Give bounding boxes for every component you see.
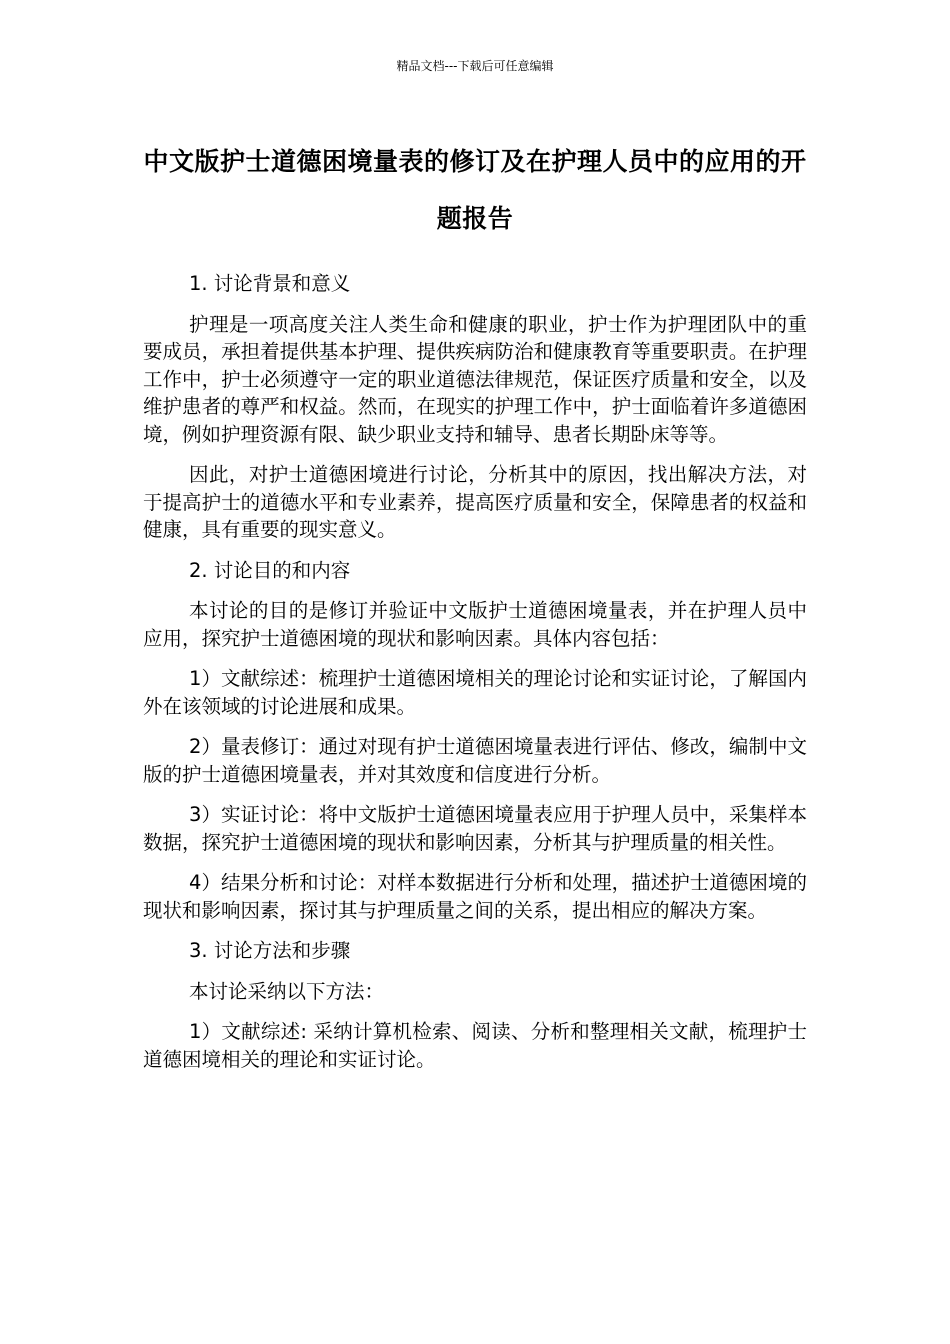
list-item: 4）结果分析和讨论：对样本数据进行分析和处理，描述护士道德困境的现状和影响因素，探讨其与护理质量之间的关系，提出相应的解决方案。 [143, 871, 807, 922]
paragraph: 本讨论的目的是修订并验证中文版护士道德困境量表，并在护理人员中应用，探究护士道德困境的现状和影响因素。具体内容包括： [143, 599, 807, 650]
section-heading-background: 1. 讨论背景和意义 [189, 272, 351, 295]
paragraph: 因此，对护士道德困境进行讨论，分析其中的原因，找出解决方法，对于提高护士的道德水平和专业素养，提高医疗质量和安全，保障患者的权益和健康，具有重要的现实意义。 [143, 463, 807, 541]
list-item: 1）文献综述: 采纳计算机检索、阅读、分析和整理相关文献，梳理护士道德困境相关的理论和实证讨论。 [143, 1020, 807, 1071]
paragraph: 本讨论采纳以下方法： [189, 979, 385, 1003]
section-heading-purpose: 2. 讨论目的和内容 [189, 558, 351, 582]
section-heading-methods: 3. 讨论方法和步骤 [189, 939, 351, 962]
list-item: 3）实证讨论：将中文版护士道德困境量表应用于护理人员中，采集样本数据，探究护士道德困境的现状和影响因素，分析其与护理质量的相关性。 [143, 803, 807, 854]
list-item: 2）量表修订：通过对现有护士道德困境量表进行评估、修改，编制中文版的护士道德困境量表，并对其效度和信度进行分析。 [143, 735, 807, 786]
document-title: 中文版护士道德困境量表的修订及在护理人员中的应用的开题报告 [143, 147, 807, 233]
list-item: 1）文献综述：梳理护士道德困境相关的理论讨论和实证讨论，了解国内外在该领域的讨论进展和成果。 [143, 667, 807, 718]
document-body [143, 270, 807, 1086]
page-header: 精品文档---下载后可任意编辑 [396, 59, 554, 73]
paragraph: 护理是一项高度关注人类生命和健康的职业，护士作为护理团队中的重要成员，承担着提供基本护理、提供疾病防治和健康教育等重要职责。在护理工作中，护士必须遵守一定的职业道德法律规范，保证医疗质量和安全，以及维护患者的尊严和权益。然而，在现实的护理工作中，护士面临着许多道德困境，例如护理资源有限、缺少职业支持和辅导、患者长期卧床等等。 [143, 312, 807, 446]
